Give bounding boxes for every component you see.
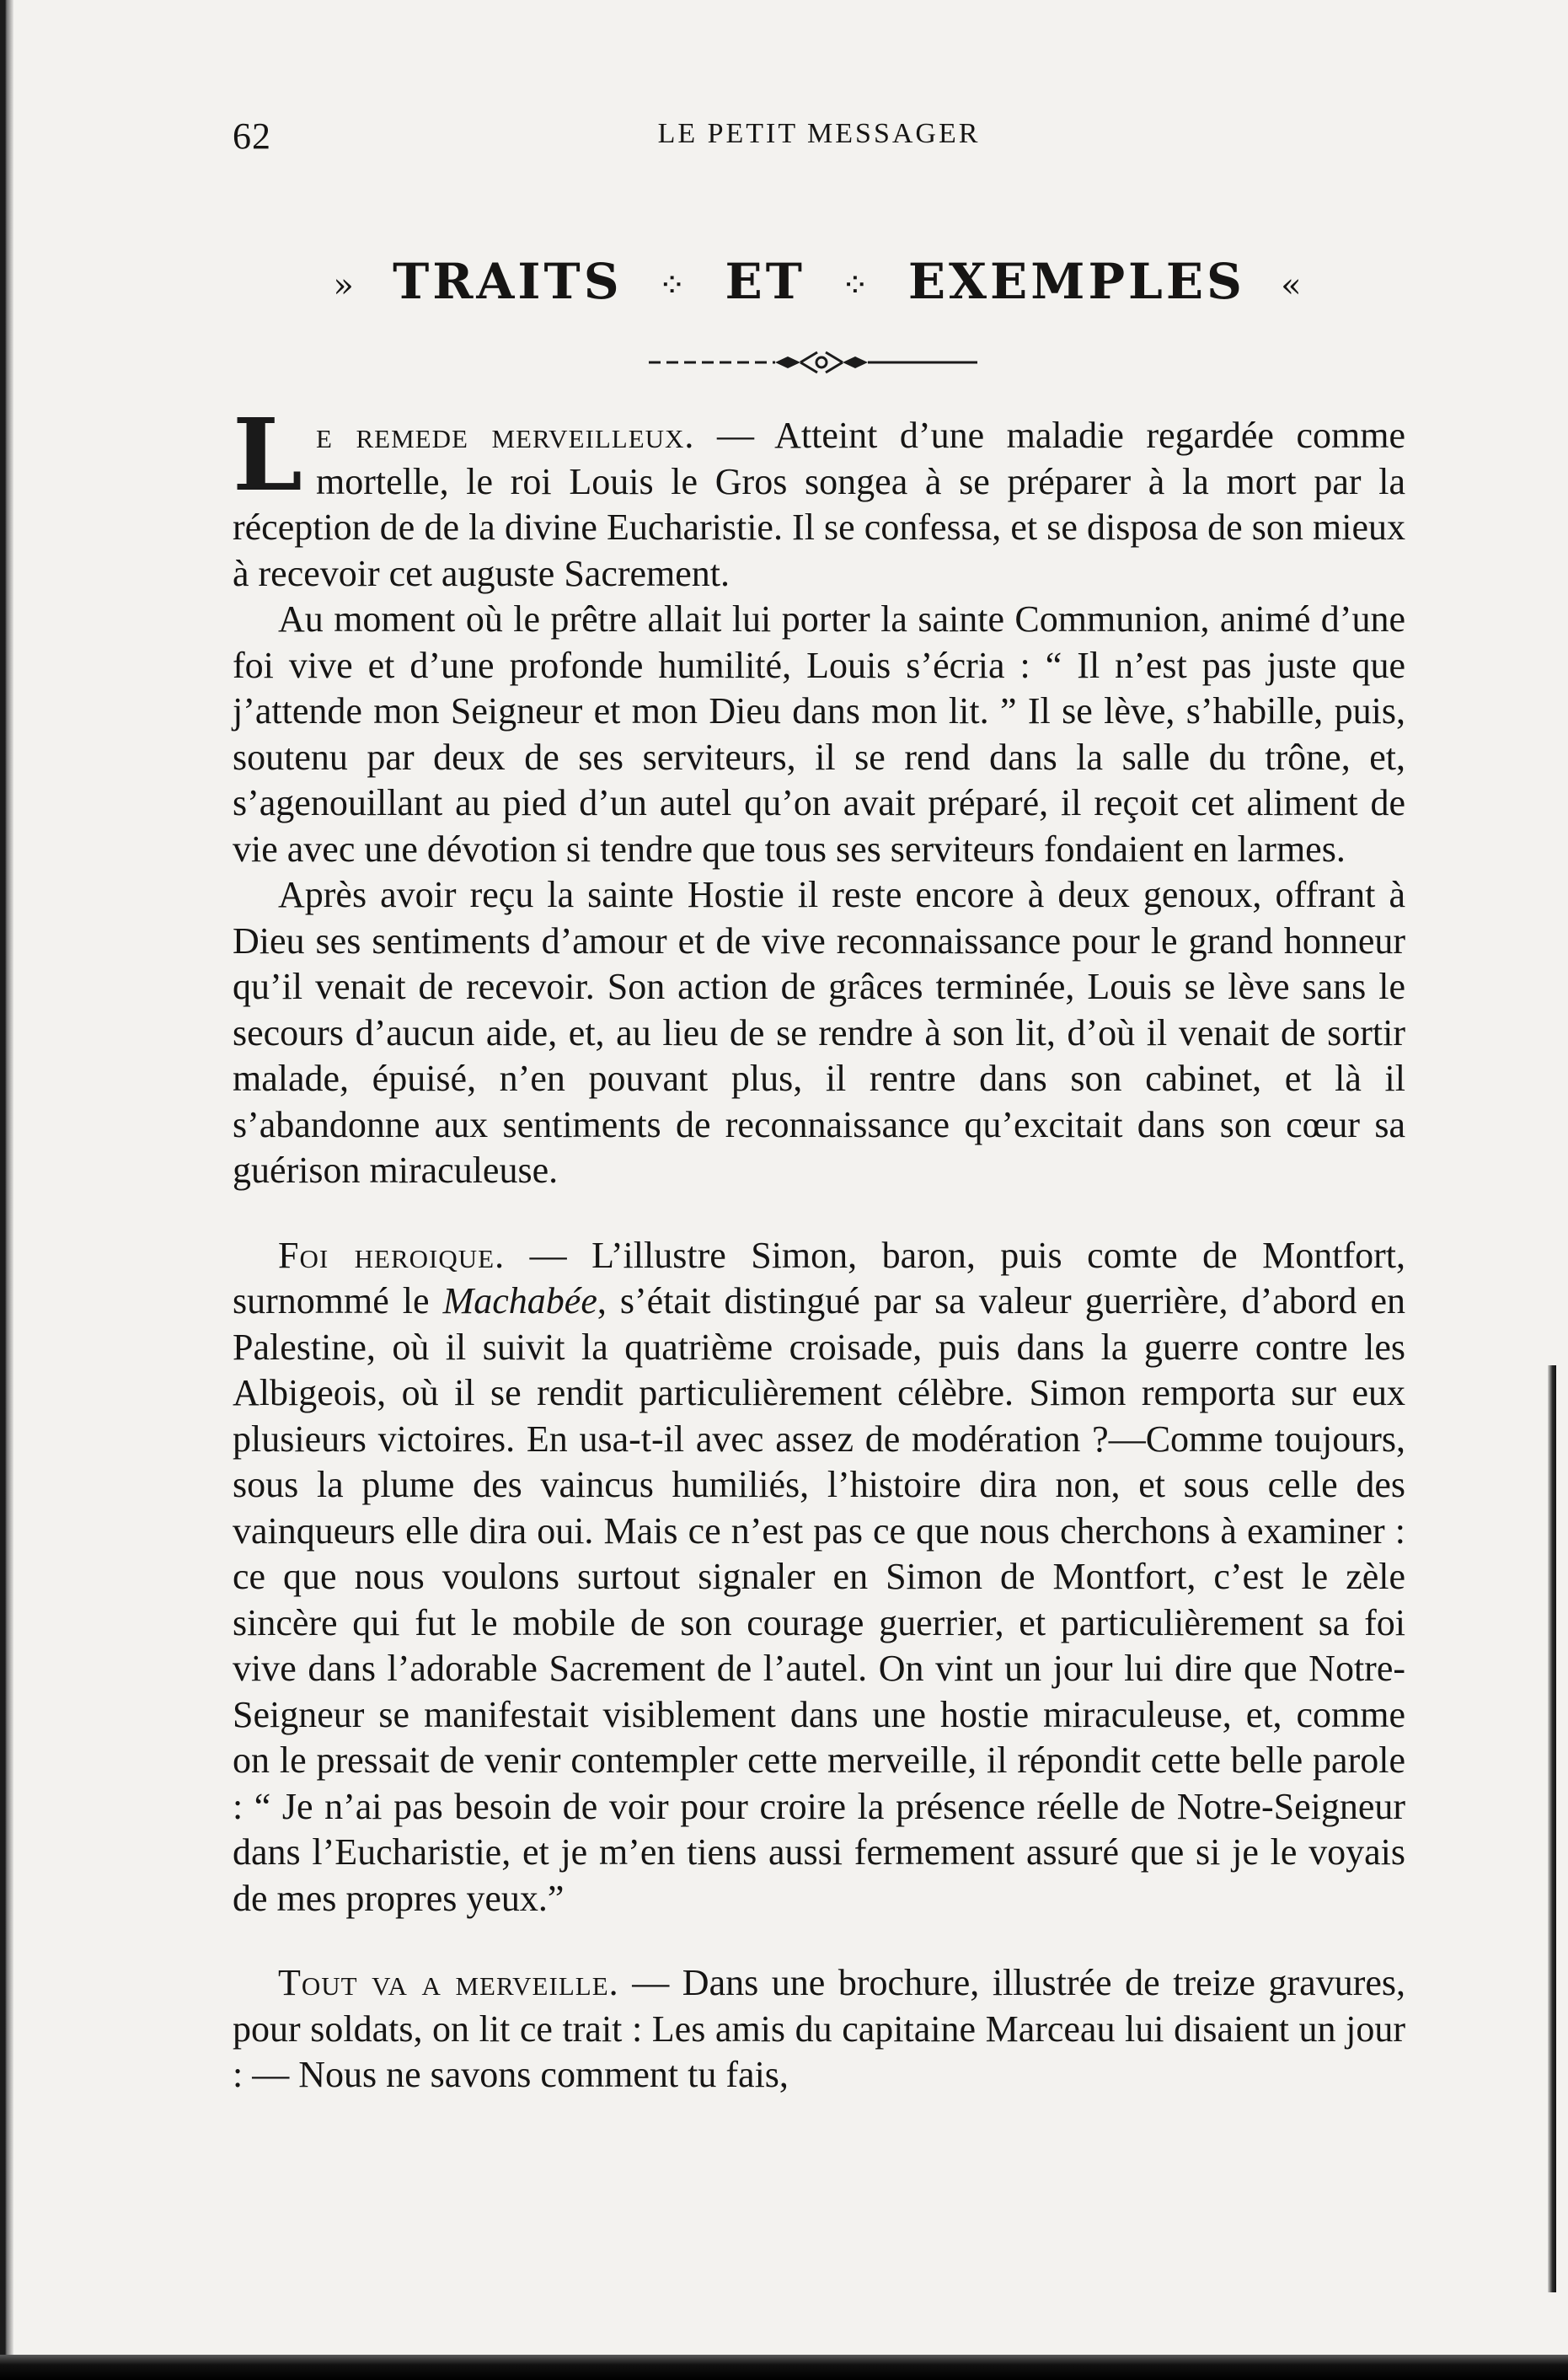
title-word-et: ET xyxy=(725,253,805,310)
scanned-page-edge-left xyxy=(0,0,13,2380)
title-word-traits: TRAITS xyxy=(393,253,623,310)
section-title xyxy=(233,253,1405,310)
running-title: LE PETIT MESSAGER xyxy=(657,118,981,149)
title-separator-2: ⁘ xyxy=(841,266,873,305)
article-foi-paragraph: Foi heroique. — L’illustre Simon, baron, puis comte de Montfort, surnommé le Machabée, s’était distingué par sa valeur guerrière, d’abord en Palestine, où il suivit la quatrième croisade, puis dans la guerre contre les Albigeois, où il se rendit particulièrement célèbre. Simon remporta sur eux plusieurs victoires. En usa-t-il avec assez de modération ?—Comme toujours, sous la plume des vaincus humiliés, l’histoire dira non, et sous celle des vainqueurs elle dira oui. Mais ce n’est pas ce que nous cherchons à examiner : ce que nous voulons surtout signaler en Simon de Montfort, c’est le zèle sincère qui fut le mobile de son courage guerrier, et particulièrement sa foi vive dans l’adorable Sacrement de l’autel. On vint un jour lui dire que Notre-Seigneur se manifestait visiblement dans une hostie miraculeuse, et, comme on le pressait de venir contempler cette merveille, il répondit cette belle parole : “ Je n’ai pas besoin de voir pour croire la présence réelle de Notre-Seigneur dans l’Eucharistie, et je m’en tiens aussi fermement assuré que si je le voyais de mes propres yeux.” xyxy=(233,1234,1406,1919)
scanned-page-bottom-edge xyxy=(0,2355,1568,2380)
title-word-exemples: EXEMPLES xyxy=(907,253,1245,310)
running-head xyxy=(233,115,1405,165)
article-remede-paragraph-3: Après avoir reçu la sainte Hostie il reste encore à deux genoux, offrant à Dieu ses sentiments d’amour et de vive reconnaissance pour le grand honneur qu’il venait de recevoir. Son action de grâces terminée, Louis se lève sans le secours d’aucun aide, et, au lieu de se rendre à son lit, d’où il venait de sortir malade, épuisé, n’en pouvant plus, il rentre dans son cabinet, et là il s’abandonne aux sentiments de reconnaissance qu’excitait dans son cœur sa guérison miraculeuse. xyxy=(233,874,1405,1191)
article-remede-paragraph-1: Le remede merveilleux. — Atteint d’une maladie regardée comme mortelle, le roi Louis le Gros songea à se préparer à la mort par la réception de de la divine Eucharistie. Il se confessa, et se disposa de son mieux à recevoir cet auguste Sacrement. xyxy=(233,396,1406,594)
title-left-ornament: » xyxy=(333,266,357,305)
title-right-ornament: « xyxy=(1281,266,1305,305)
article-heading-remede: e remede merveilleux. xyxy=(315,415,695,456)
article-text xyxy=(233,396,1406,2099)
title-separator-1: ⁘ xyxy=(657,266,690,305)
article-heading-tout-va: Tout va a merveille. xyxy=(278,1962,619,2003)
italic-machabee: Machabée xyxy=(442,1280,597,1321)
ornamental-divider xyxy=(649,346,977,379)
page-number: 62 xyxy=(233,115,271,157)
article-remede-text-1: Atteint d’une maladie regardée comme mortelle, le roi Louis le Gros songea à se préparer à la mort par la réception de de la divine Eucharistie. Il se confessa, et se disposa de son mieux à recevoir cet auguste Sacrement. xyxy=(233,415,1406,594)
scanned-page-edge-right xyxy=(1548,1365,1556,2292)
drop-cap: L xyxy=(233,396,302,513)
article-remede-paragraph-2: Au moment où le prêtre allait lui porter la sainte Communion, animé d’une foi vive et d’une profonde humilité, Louis s’écria : “ Il n’est pas juste que j’attende mon Seigneur et mon Dieu dans mon lit. ” Il se lève, s’habille, puis, soutenu par deux de ses serviteurs, il se rend dans la salle du trône, et, s’agenouillant au pied d’un autel qu’on avait préparé, il reçoit cet aliment de vie avec une dévotion si tendre que tous ses serviteurs fondaient en larmes. xyxy=(233,598,1405,870)
article-tout-va-paragraph: Tout va a merveille. — Dans une brochure, illustrée de treize gravures, pour soldats, on lit ce trait : Les amis du capitaine Marceau lui disaient un jour : — Nous ne savons comment tu fais, xyxy=(233,1962,1406,2095)
article-heading-foi: Foi heroique. xyxy=(278,1234,506,1276)
